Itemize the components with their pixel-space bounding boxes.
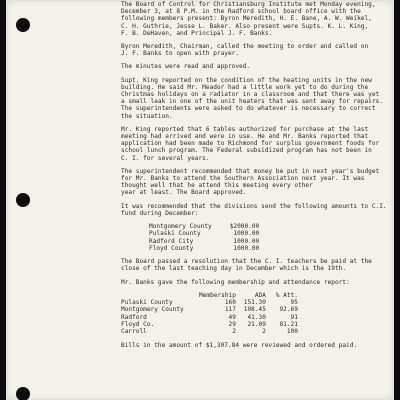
fund-amount: 1000.00: [233, 244, 260, 252]
column-header: ADA: [254, 291, 266, 299]
paragraph-tables-lunch: Mr. King reported that 6 tables authorized for purchase at the last meeting had arrived and were in use. He and Mr. Banks reported that application had been made to Richmond for surplus government foods for school lunch program. The Federal subsidized program has not been in C. I. for several years.: [121, 125, 380, 162]
membership-value: 2: [232, 328, 236, 336]
ada-value: 108.45: [243, 306, 266, 314]
column-header: % Att.: [275, 291, 298, 299]
paragraph-funds-intro: It was recommended that the divisions send the following amounts to C.I. fund during December:: [121, 202, 387, 217]
funds-table: [149, 223, 259, 252]
paragraph-resolution: The Board passed a resolution that the C. I. teachers be paid at the close of the last teaching day in December which is the 19th.: [121, 258, 372, 273]
attendance-value: 100: [286, 328, 298, 336]
fund-division: Radford City: [149, 237, 194, 245]
paragraph-report-intro: Mr. Banks gave the following membership and attendance report:: [121, 278, 350, 286]
table-header-row: [121, 292, 300, 299]
table-row: [121, 328, 300, 335]
ada-value: 21.09: [247, 321, 266, 329]
column-header: Membership: [199, 291, 236, 299]
division-name: Pulaski County: [121, 299, 173, 307]
attendance-table: [121, 292, 300, 336]
fund-amount: $2000.00: [229, 223, 260, 231]
fund-division: Pulaski County: [149, 230, 201, 238]
ada-value: 2: [262, 328, 266, 336]
paragraph-minutes: The minutes were read and approved.: [121, 63, 251, 71]
paragraph-bills: Bills in the amount of $1,307.84 were reviewed and ordered paid.: [121, 341, 358, 349]
membership-value: 49: [228, 313, 236, 321]
division-name: Montgomery County: [121, 306, 184, 314]
paragraph-heating: Supt. King reported on the condition of the heating units in the new building. He said Mr. Meador had a little work yet to do during the Christmas holidays on a radiator in a classroom and that there was yet a small leak in one of the unit heaters that was sent away for repairs. The superintendents were asked to do whatever is necessary to correct the situation.: [121, 76, 383, 120]
punch-hole: [16, 387, 30, 400]
table-row: [121, 306, 300, 313]
fund-division: Floyd County: [149, 244, 194, 252]
division-name: Carroll: [121, 328, 147, 336]
punch-hole: [16, 193, 30, 207]
punch-hole: [16, 18, 30, 32]
table-row: [149, 238, 259, 245]
fund-amount: 1000.00: [233, 230, 260, 238]
paragraph-call-to-order: Byron Meredith, Chairman, called the meeting to order and called on J. F. Banks to open with prayer.: [121, 43, 369, 58]
division-name: Radford: [121, 313, 147, 321]
attendance-value: 95: [290, 299, 298, 307]
paragraph-budget: The superintendent recommended that money be put in next year's budget for Mr. Banks to attend the Southern Association next year. It was thought well that he attend this meeting every other year at least. The Board approved.: [121, 167, 380, 197]
table-row: [121, 314, 300, 321]
attendance-value: 92.69: [279, 306, 298, 314]
minutes-text: [121, 1, 394, 355]
fund-amount: 1000.00: [233, 237, 260, 245]
attendance-value: 81.21: [279, 321, 298, 329]
ada-value: 41.30: [247, 313, 266, 321]
membership-value: 29: [228, 321, 236, 329]
document-page: [6, 0, 394, 400]
table-row: [121, 321, 300, 328]
paragraph-attendance: The Board of Control for Christiansburg Institute met Monday evening, December 3, at 8 P.M. in the Radford school board office with the following members present: Byron Meredith, H. E. Bane, A. W. Weikel, C. H. Guthrie, Jesse L. Baker. Also present were Supts. K. L. King, F. B. DeHaven, and Principal J. F. Banks.: [121, 1, 376, 37]
membership-value: 117: [224, 306, 236, 314]
division-name: Floyd Co.: [121, 321, 155, 329]
ada-value: 151.30: [243, 299, 266, 307]
table-row: [149, 230, 259, 237]
table-row: [149, 223, 259, 230]
fund-division: Montgomery County: [149, 223, 212, 231]
membership-value: 160: [224, 299, 236, 307]
table-row: [149, 245, 259, 252]
table-row: [121, 299, 300, 306]
attendance-value: 91: [290, 313, 298, 321]
